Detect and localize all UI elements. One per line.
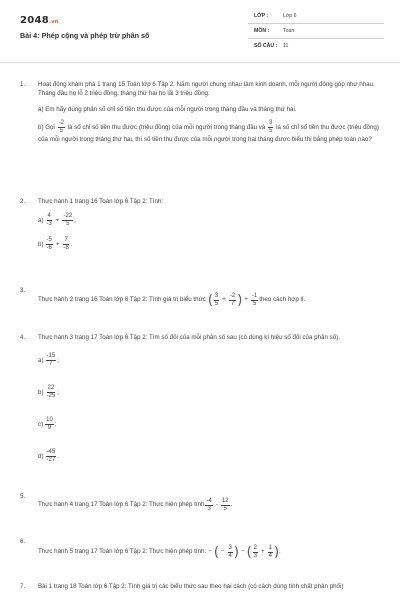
operator: −: [240, 548, 245, 556]
question-part-b: [38, 120, 380, 144]
meta-count-row: [248, 40, 384, 54]
fraction: [251, 293, 258, 308]
numerator: -22: [63, 212, 73, 219]
logo-suffix: .vn: [49, 19, 59, 25]
question-text: Thực hành 1 trang 16 Toán lớp 6 Tập 2: Tính:: [38, 198, 164, 205]
site-logo[interactable]: [20, 13, 59, 28]
text-segment: là số chỉ số tiền thu được (triệu đồng) của mỗi người trong tháng đầu và: [67, 123, 266, 131]
denominator: 5: [66, 220, 70, 227]
denominator: 5: [223, 505, 227, 512]
item-label: c): [38, 420, 44, 428]
item-a: [38, 348, 380, 372]
numerator: 4: [47, 212, 51, 219]
page-header: [0, 0, 400, 62]
text-segment: là số chỉ số tiền thu được (triệu đồng) của mỗi người trong tháng thứ hai, thì số tiền thu được của mỗi người trong hai tháng được biểu thị bằng phép toán nào?: [38, 123, 379, 143]
fraction: [229, 293, 236, 308]
item-label: a): [38, 356, 44, 364]
numerator: -5: [46, 236, 52, 243]
question-text: Bài 1 trang 18 Toán lớp 6 Tập 2: Tính giá trị các biểu thức sau theo hai cách (có cách dùng tính chất phân phối): [38, 583, 344, 590]
numerator: -1: [251, 292, 258, 299]
expression-a: [38, 210, 380, 230]
numerator: 1: [268, 544, 272, 551]
item-label: b): [38, 388, 44, 396]
fraction: [46, 213, 53, 228]
punctuation: .: [279, 548, 281, 556]
header-divider: [0, 62, 400, 63]
denominator: -27: [46, 456, 56, 463]
numerator: 2: [253, 544, 257, 551]
question-number: 4.: [20, 334, 26, 341]
fraction: [46, 385, 57, 400]
question-text: [38, 290, 380, 310]
fraction: [62, 213, 73, 228]
meta-key: LỚP :: [254, 13, 269, 19]
numerator: -45: [46, 448, 56, 455]
meta-subject-row: [248, 25, 384, 39]
paren-close: ): [233, 544, 239, 560]
fraction: [214, 293, 219, 308]
fraction: [46, 353, 57, 368]
fraction: [62, 237, 69, 252]
punctuation: .: [57, 452, 59, 460]
numerator: -2: [58, 119, 64, 126]
fraction: [228, 545, 233, 560]
denominator: 5: [269, 127, 273, 134]
fraction: [221, 498, 230, 513]
question-number: 6.: [20, 538, 26, 545]
punctuation: ;: [74, 216, 76, 224]
numerator: 3: [214, 292, 219, 299]
paren-close: ): [237, 292, 243, 308]
question-text: [38, 495, 380, 515]
operator: -: [215, 501, 218, 509]
operator: −: [220, 548, 225, 556]
item-d: [38, 444, 380, 468]
meta-class-row: [248, 10, 384, 24]
operator: +: [55, 240, 60, 248]
punctuation: ;: [57, 356, 59, 364]
numerator: -2: [229, 292, 236, 299]
denominator: 4: [228, 552, 232, 559]
punctuation: .: [230, 501, 233, 509]
denominator: 5: [252, 300, 257, 307]
fraction: [46, 237, 53, 252]
fraction: [46, 449, 57, 464]
denominator: 5: [59, 127, 63, 134]
numerator: 7: [64, 236, 68, 243]
numerator: -4: [206, 497, 212, 504]
question-part-a: a) Em hãy dùng phân số chỉ số tiền thu được của mỗi người trong tháng đầu và tháng thứ hai.: [38, 105, 297, 113]
question-text: [38, 542, 380, 562]
lesson-title: Bài 4: Phép cộng và phép trừ phân số: [20, 31, 150, 40]
fraction: [58, 120, 65, 135]
fraction: [268, 120, 273, 135]
denominator: -3: [46, 220, 52, 227]
denominator: 5: [214, 300, 219, 307]
logo-main: 2048: [20, 15, 50, 26]
operator: −: [208, 548, 212, 556]
paren-open: (: [246, 544, 252, 560]
numerator: 12: [221, 497, 229, 504]
question-number: 3.: [20, 287, 26, 294]
numerator: 3: [269, 119, 273, 126]
fraction: [268, 545, 273, 560]
numerator: -15: [46, 352, 56, 359]
punctuation: .: [70, 240, 73, 248]
item-c: [38, 412, 380, 436]
expression-b: [38, 234, 380, 254]
fraction: [253, 545, 258, 560]
fraction: [45, 417, 54, 432]
question-text: Hoạt động khám phá 1 trang 15 Toán lớp 6 Tập 2: Năm người chung nhau làm kinh doanh, mỗi người đóng góp như nhau. Tháng đầu họ lỗ 2 triệu đồng, tháng thứ hai họ lãi 3 triệu đồng.: [38, 81, 375, 98]
numerator: 3: [228, 544, 232, 551]
question-text: Thực hành 3 trang 17 Toán lớp 6 Tập 2: Tìm số đối của mỗi phân số sau (có dùng kí hiệu số đối của phân số).: [38, 334, 340, 341]
denominator: 7: [49, 360, 53, 367]
item-label: b): [38, 240, 44, 248]
meta-value: Toán: [283, 28, 295, 34]
paren-open: (: [213, 544, 219, 560]
operator: +: [260, 548, 265, 556]
operator: +: [222, 296, 226, 304]
question-number: 7.: [20, 583, 26, 590]
paren-open: (: [207, 292, 213, 308]
lesson-meta: [248, 10, 384, 56]
denominator: 4: [268, 552, 272, 559]
question-number: 1.: [20, 81, 26, 88]
meta-value: 11: [283, 43, 289, 49]
operator: +: [55, 216, 60, 224]
text-segment: Thực hành 5 trang 17 Toán lớp 6 Tập 2: Thực hiện phép tính:: [38, 548, 207, 556]
punctuation: ;: [54, 420, 57, 428]
meta-key: MÔN :: [254, 28, 270, 34]
punctuation: ;: [57, 388, 59, 396]
denominator: 7: [230, 300, 235, 307]
text-segment: Thực hành 2 trang 16 Toán lớp 6 Tập 2: Tính giá trị biểu thức: [38, 296, 206, 304]
denominator: 9: [47, 424, 52, 431]
question-number: 5.: [20, 493, 26, 500]
paren-close: ): [273, 544, 280, 560]
item-label: d): [38, 452, 44, 460]
meta-key: SỐ CÂU :: [254, 43, 278, 49]
question-number: 2.: [20, 198, 26, 205]
denominator: 3: [253, 552, 257, 559]
denominator: -25: [46, 392, 56, 399]
fraction: [205, 498, 212, 513]
item-b: [38, 380, 380, 404]
denominator: -8: [63, 244, 69, 251]
text-segment: b) Gọi: [38, 123, 55, 131]
meta-value: Lớp 6: [283, 13, 297, 19]
text-segment: theo cách hợp lí.: [259, 296, 306, 304]
numerator: 10: [46, 416, 53, 423]
operator: +: [244, 296, 248, 304]
denominator: -6: [46, 244, 52, 251]
numerator: 22: [47, 384, 55, 391]
item-label: a): [38, 216, 44, 224]
denominator: 3: [207, 505, 211, 512]
text-segment: Thực hành 4 trang 17 Toán lớp 6 Tập 2: Thực hiện phép tính: [38, 501, 205, 509]
